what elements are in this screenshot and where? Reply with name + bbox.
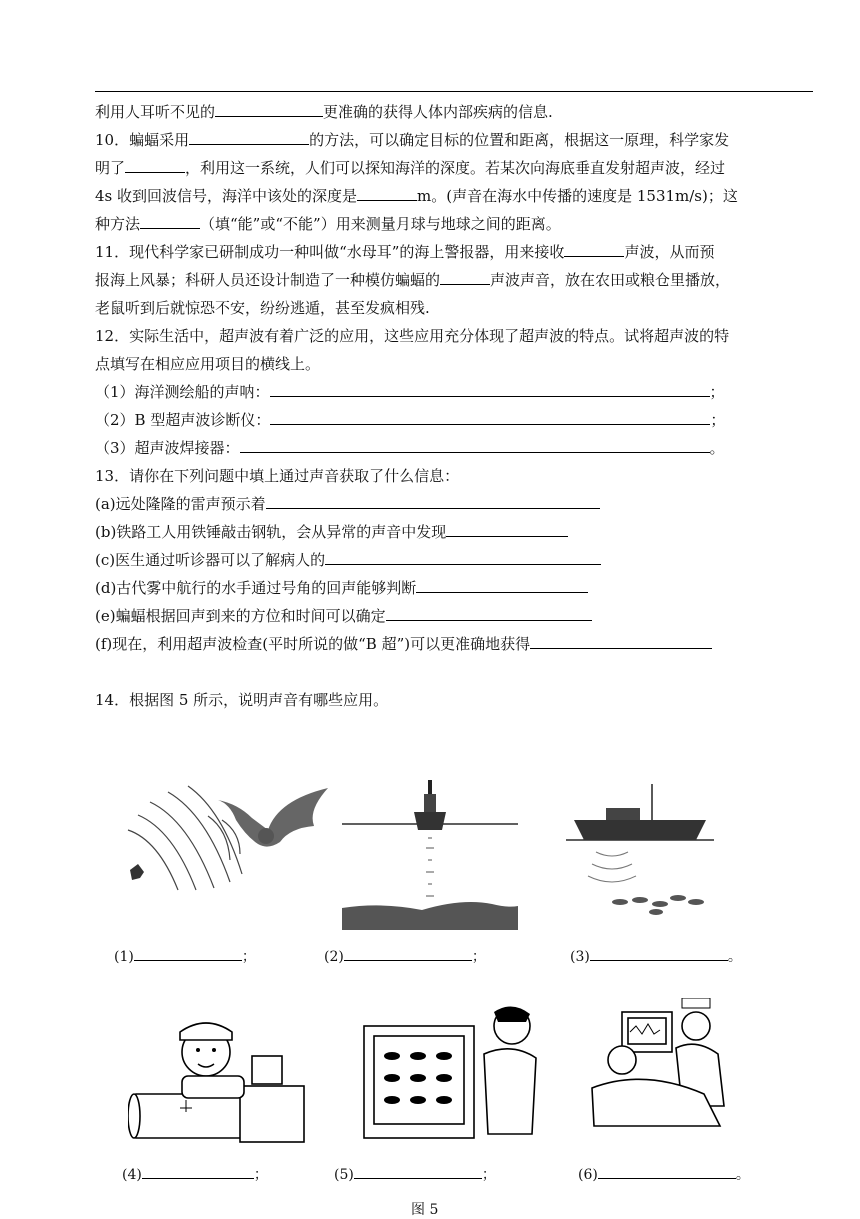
blank[interactable] (140, 214, 200, 229)
q13-e: (e)蝙蝠根据回声到来的方位和时间可以确定 (95, 606, 592, 626)
q13-b: (b)铁路工人用铁锤敲击钢轨，会从异常的声音中发现 (95, 522, 568, 542)
blank[interactable] (189, 130, 309, 145)
q10-line3: 4s 收到回波信号，海洋中该处的深度是 m。(声音在海水中传播的速度是 1531m/s)；这 (95, 187, 738, 205)
ultrasonic-dishwasher-image (360, 1004, 548, 1144)
q12-line2: 点填写在相应应用项目的横线上。 (95, 355, 321, 373)
q12-line1: 12．实际生活中，超声波有着广泛的应用，这些应用充分体现了超声波的特点。试将超声波的特 (95, 327, 730, 345)
caption-5: (5) ； (334, 1164, 496, 1184)
q10-line4: 种方法 （填“能”或“不能”）用来测量月球与地球之间的距离。 (95, 215, 561, 233)
header-rule (95, 91, 813, 92)
ultrasound-exam-image (584, 998, 740, 1138)
blank[interactable] (416, 578, 588, 593)
blank[interactable] (357, 186, 417, 201)
q13-c: (c)医生通过听诊器可以了解病人的 (95, 550, 601, 570)
blank[interactable] (354, 1164, 482, 1179)
q10-line2: 明了 ，利用这一系统，人们可以探知海洋的深度。若某次向海底垂直发射超声波，经过 (95, 159, 726, 177)
blank[interactable] (344, 946, 472, 961)
caption-1: (1) ； (114, 946, 256, 966)
blank[interactable] (325, 550, 601, 565)
ship-sonar-image (342, 768, 518, 930)
blank[interactable] (386, 606, 592, 621)
caption-2: (2) ； (324, 946, 486, 966)
welding-worker-image (128, 1012, 308, 1144)
q13-intro: 13．请你在下列问题中填上通过声音获取了什么信息： (95, 467, 460, 485)
fishing-boat-sonar-image (566, 780, 714, 918)
q13-d: (d)古代雾中航行的水手通过号角的回声能够判断 (95, 578, 588, 598)
blank[interactable] (598, 1164, 736, 1179)
blank[interactable] (270, 382, 710, 397)
q12-item3: （3）超声波焊接器： 。 (95, 439, 725, 457)
q12-item1: （1）海洋测绘船的声呐： ； (95, 383, 725, 401)
q11-line2: 报海上风暴；科研人员还设计制造了一种模仿蝙蝠的 声波声音，放在农田或粮仓里播放， (95, 271, 731, 289)
figure-label: 图 5 (411, 1202, 439, 1218)
blank[interactable] (240, 438, 710, 453)
caption-6: (6) 。 (578, 1164, 750, 1184)
blank[interactable] (440, 270, 490, 285)
caption-3: (3) 。 (570, 946, 742, 966)
q11-line1: 11．现代科学家已研制成功一种叫做“水母耳”的海上警报器，用来接收 声波，从而预 (95, 243, 715, 261)
line-ultrasound-info: 利用人耳听不见的 更准确的获得人体内部疾病的信息. (95, 103, 553, 121)
blank[interactable] (446, 522, 568, 537)
q13-a: (a)远处隆隆的雷声预示着 (95, 494, 600, 514)
blank[interactable] (266, 494, 600, 509)
blank[interactable] (590, 946, 728, 961)
q10-line1: 10．蝙蝠采用 的方法，可以确定目标的位置和距离，根据这一原理，科学家发 (95, 131, 730, 149)
blank[interactable] (270, 410, 710, 425)
caption-4: (4) ； (122, 1164, 268, 1184)
blank[interactable] (564, 242, 624, 257)
blank[interactable] (215, 102, 323, 117)
q11-line3: 老鼠听到后就惊恐不安，纷纷逃遁，甚至发疯相残. (95, 299, 430, 317)
q12-item2: （2）B 型超声波诊断仪： ； (95, 411, 726, 429)
blank[interactable] (530, 634, 712, 649)
bat-echolocation-image (118, 770, 330, 930)
blank[interactable] (134, 946, 242, 961)
blank[interactable] (125, 158, 185, 173)
blank[interactable] (142, 1164, 254, 1179)
q14: 14．根据图 5 所示，说明声音有哪些应用。 (95, 691, 389, 709)
q13-f: (f)现在，利用超声波检查(平时所说的做“B 超”)可以更准确地获得 (95, 634, 712, 654)
